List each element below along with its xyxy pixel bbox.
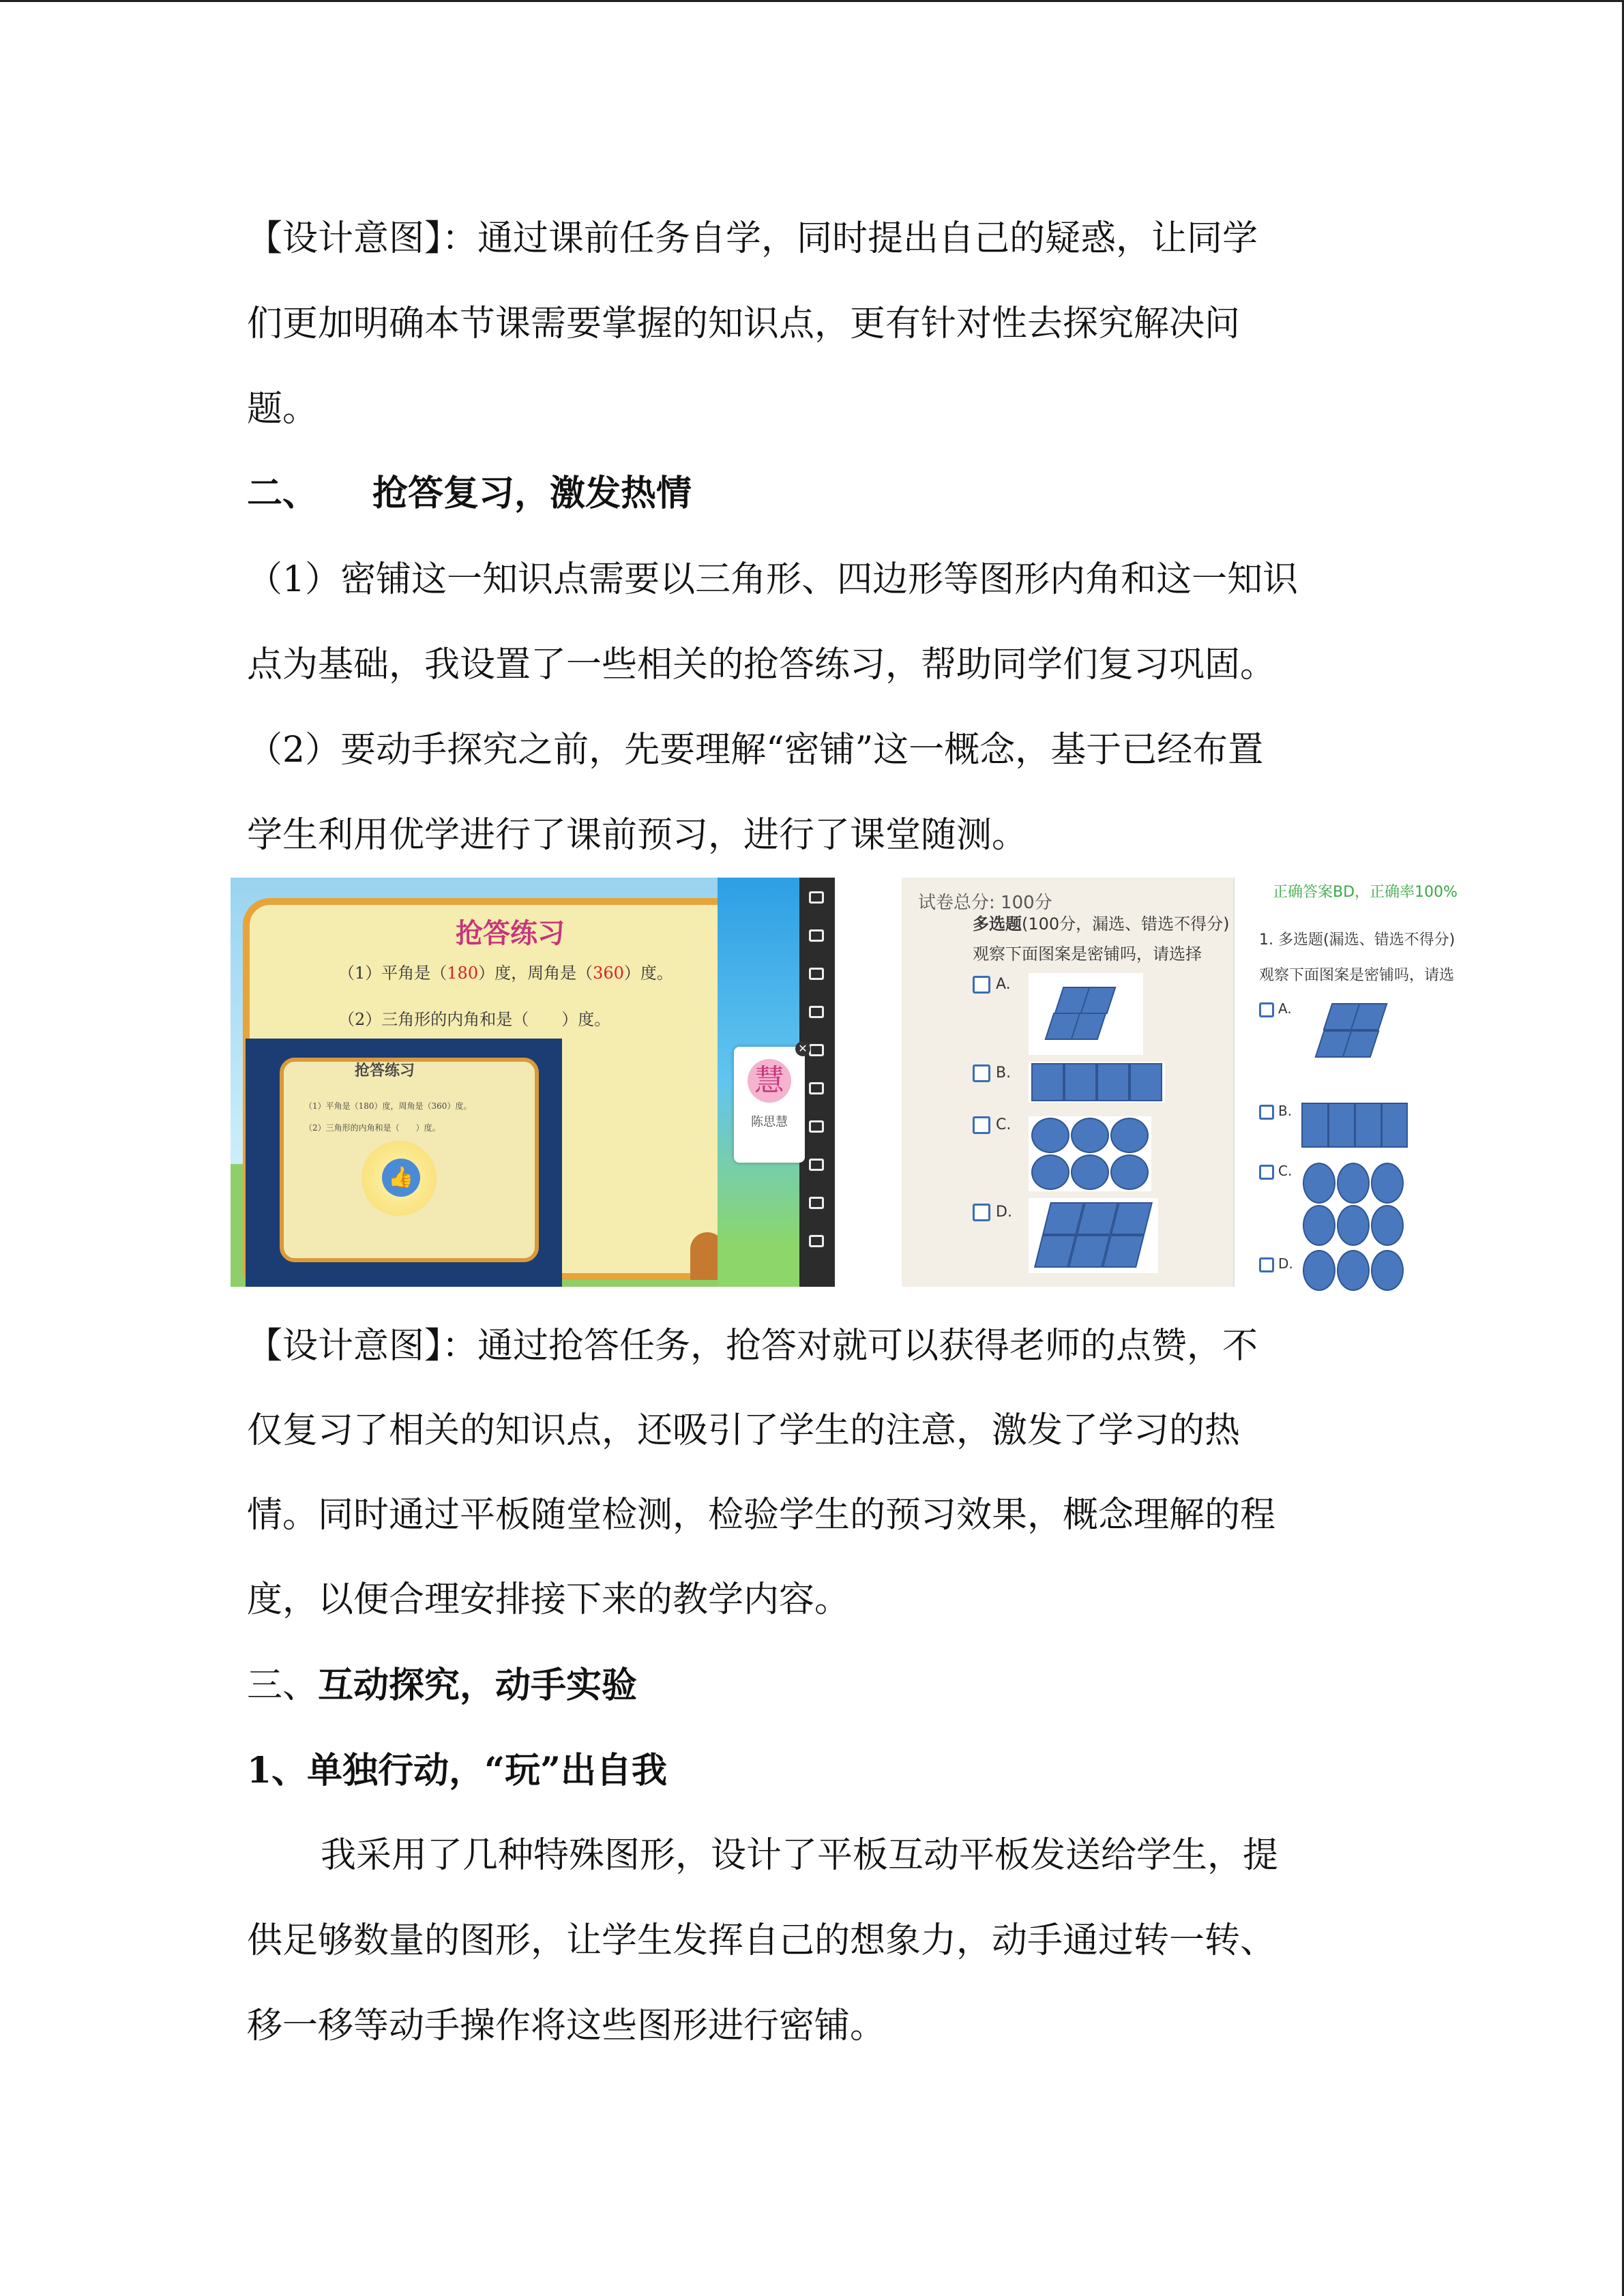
test-score: 试卷总分: 100分 [918, 893, 1052, 913]
oval [1371, 1250, 1404, 1291]
oval [1337, 1163, 1370, 1204]
student-icon[interactable] [809, 1006, 824, 1018]
q1-text-a: （1）平角是（ [338, 964, 447, 983]
brick-tiles [1031, 1063, 1162, 1101]
answer-option-b [1259, 1103, 1292, 1120]
option-b[interactable] [973, 1064, 1011, 1082]
q1-text-c: ）度。 [623, 964, 673, 983]
intent1-line2: 们更加明确本节课需要掌握的知识点，更有针对性去探究解决问 [247, 303, 1241, 344]
option-label: A. [1278, 1000, 1292, 1017]
quiz-title: 抢答练习 [456, 918, 565, 949]
question-text: 观察下面图案是密铺吗，请选择 [973, 944, 1202, 964]
test-panel [902, 878, 1233, 1287]
quiz-question-1 [338, 959, 673, 983]
answer-question-text: 观察下面图案是密铺吗，请选 [1259, 967, 1455, 984]
pen-icon[interactable] [809, 891, 824, 904]
q1-text-b: ）度，周角是（ [478, 964, 593, 983]
oval [1303, 1205, 1335, 1246]
section3-heading [247, 1643, 637, 1728]
answer-option-a [1259, 1000, 1292, 1017]
subsection1-heading: 1、单独行动，“玩”出自我 [247, 1750, 668, 1791]
oval [1371, 1205, 1404, 1246]
intent1-line3: 题。 [247, 389, 319, 430]
tile [1110, 1202, 1153, 1235]
checkbox[interactable] [973, 1204, 990, 1221]
p1-line1: （1）密铺这一知识点需要以三角形、四边形等图形内角和这一知识 [247, 559, 1299, 600]
broadcast-icon[interactable] [809, 1120, 824, 1133]
scissors-icon[interactable] [809, 929, 824, 942]
inset-question-2: （2）三角形的内角和是（ ）度。 [304, 1123, 441, 1133]
timer-icon[interactable] [809, 1044, 824, 1056]
thumbs-up-icon: 👍 [382, 1159, 420, 1197]
oval [1071, 1154, 1109, 1190]
section2-heading [247, 451, 692, 536]
checkbox[interactable] [973, 1064, 990, 1082]
correct-rate: 正确答案BD，正确率100% [1273, 884, 1458, 901]
random-pick-icon[interactable] [809, 1082, 824, 1094]
checkbox[interactable] [973, 1116, 990, 1134]
qr-code-icon[interactable] [809, 1235, 824, 1247]
oval [1031, 1118, 1069, 1153]
answer-question-type: 1. 多选题(漏选、错选不得分) [1259, 931, 1456, 949]
oval [1303, 1163, 1335, 1204]
brick-tiles [1301, 1103, 1408, 1148]
oval [1071, 1118, 1109, 1153]
oval [1371, 1163, 1404, 1204]
question-type-rest: (100分，漏选、错选不得分) [1022, 914, 1230, 934]
page-top-border [0, 0, 1624, 2]
oval [1110, 1118, 1149, 1153]
option-label: D. [1278, 1255, 1293, 1272]
intent2-line2: 仅复习了相关的知识点，还吸引了学生的注意，激发了学习的热 [247, 1410, 1241, 1451]
quiz-result-screenshot [902, 878, 1458, 1287]
option-a[interactable] [973, 976, 1011, 994]
section2-heading-num: 二、 [247, 473, 319, 514]
oval [1303, 1250, 1335, 1291]
oval [1110, 1154, 1149, 1190]
student-name: 陈思慧 [751, 1115, 788, 1129]
p3-line2: 供足够数量的图形，让学生发挥自己的想象力，动手通过转一转、 [247, 1920, 1276, 1961]
quiz-screenshot [231, 878, 835, 1287]
option-c-image [1029, 1116, 1151, 1191]
intent2-line1: 【设计意图】：通过抢答任务，抢答对就可以获得老师的点赞，不 [247, 1326, 1258, 1367]
quiz-question-2: （2）三角形的内角和是（ ）度。 [338, 1010, 611, 1029]
answer-option-c [1259, 1163, 1292, 1180]
question-type-bold: 多选题 [973, 914, 1022, 934]
intent2-line4: 度，以便合理安排接下来的教学内容。 [247, 1579, 851, 1620]
option-d[interactable] [973, 1204, 1012, 1221]
option-label: B. [1278, 1103, 1293, 1119]
section3-heading-text: 互动探究，动手实验 [318, 1665, 638, 1706]
checkbox [1259, 1105, 1274, 1120]
answer-option-d [1259, 1255, 1293, 1272]
option-d-image [1029, 1198, 1158, 1273]
option-label: B. [996, 1064, 1012, 1082]
option-c[interactable] [973, 1116, 1011, 1134]
screen-icon[interactable] [809, 1159, 824, 1171]
option-label: D. [996, 1204, 1012, 1221]
oval [1337, 1250, 1370, 1291]
p2-line2: 学生利用优学进行了课前预习，进行了课堂随测。 [247, 815, 1028, 856]
screenshot-icon[interactable] [809, 968, 824, 980]
option-b-image [1029, 1062, 1165, 1103]
section2-heading-text: 抢答复习，激发热情 [372, 473, 692, 514]
option-a-image [1029, 973, 1143, 1055]
classroom-photo-inset [246, 1039, 562, 1287]
checkbox [1259, 1002, 1274, 1017]
answer-panel [1233, 878, 1458, 1287]
oval [1337, 1205, 1370, 1246]
q1-value-1: 180 [447, 964, 479, 983]
close-icon[interactable]: ✕ [795, 1041, 810, 1056]
section3-heading-num: 三、 [247, 1665, 319, 1706]
option-label: C. [1278, 1163, 1293, 1179]
intent1-line1: 【设计意图】：通过课前任务自学，同时提出自己的疑惑，让同学 [247, 218, 1258, 259]
checkbox [1259, 1165, 1274, 1180]
home-icon[interactable] [809, 1197, 824, 1209]
q1-value-2: 360 [593, 964, 624, 983]
p2-line1: （2）要动手探究之前，先要理解“密铺”这一概念，基于已经布置 [247, 730, 1264, 771]
oval [1031, 1154, 1069, 1190]
inset-title: 抢答练习 [355, 1062, 415, 1079]
inset-question-1: （1）平角是（180）度，周角是（360）度。 [304, 1101, 472, 1111]
selected-student-popup [734, 1042, 808, 1163]
option-label: A. [996, 976, 1011, 993]
tile [1102, 1235, 1145, 1268]
student-avatar: 慧 [748, 1059, 791, 1103]
option-label: C. [996, 1116, 1012, 1133]
checkbox[interactable] [973, 976, 990, 994]
p1-line2: 点为基础，我设置了一些相关的抢答练习，帮助同学们复习巩固。 [247, 644, 1276, 685]
p3-line3: 移一移等动手操作将这些图形进行密铺。 [247, 2006, 886, 2046]
question-type [973, 910, 1230, 934]
intent2-line3: 情。同时通过平板随堂检测，检验学生的预习效果，概念理解的程 [247, 1495, 1276, 1536]
p3-line1: 我采用了几种特殊图形，设计了平板互动平板发送给学生，提 [321, 1835, 1279, 1876]
checkbox [1259, 1257, 1274, 1272]
